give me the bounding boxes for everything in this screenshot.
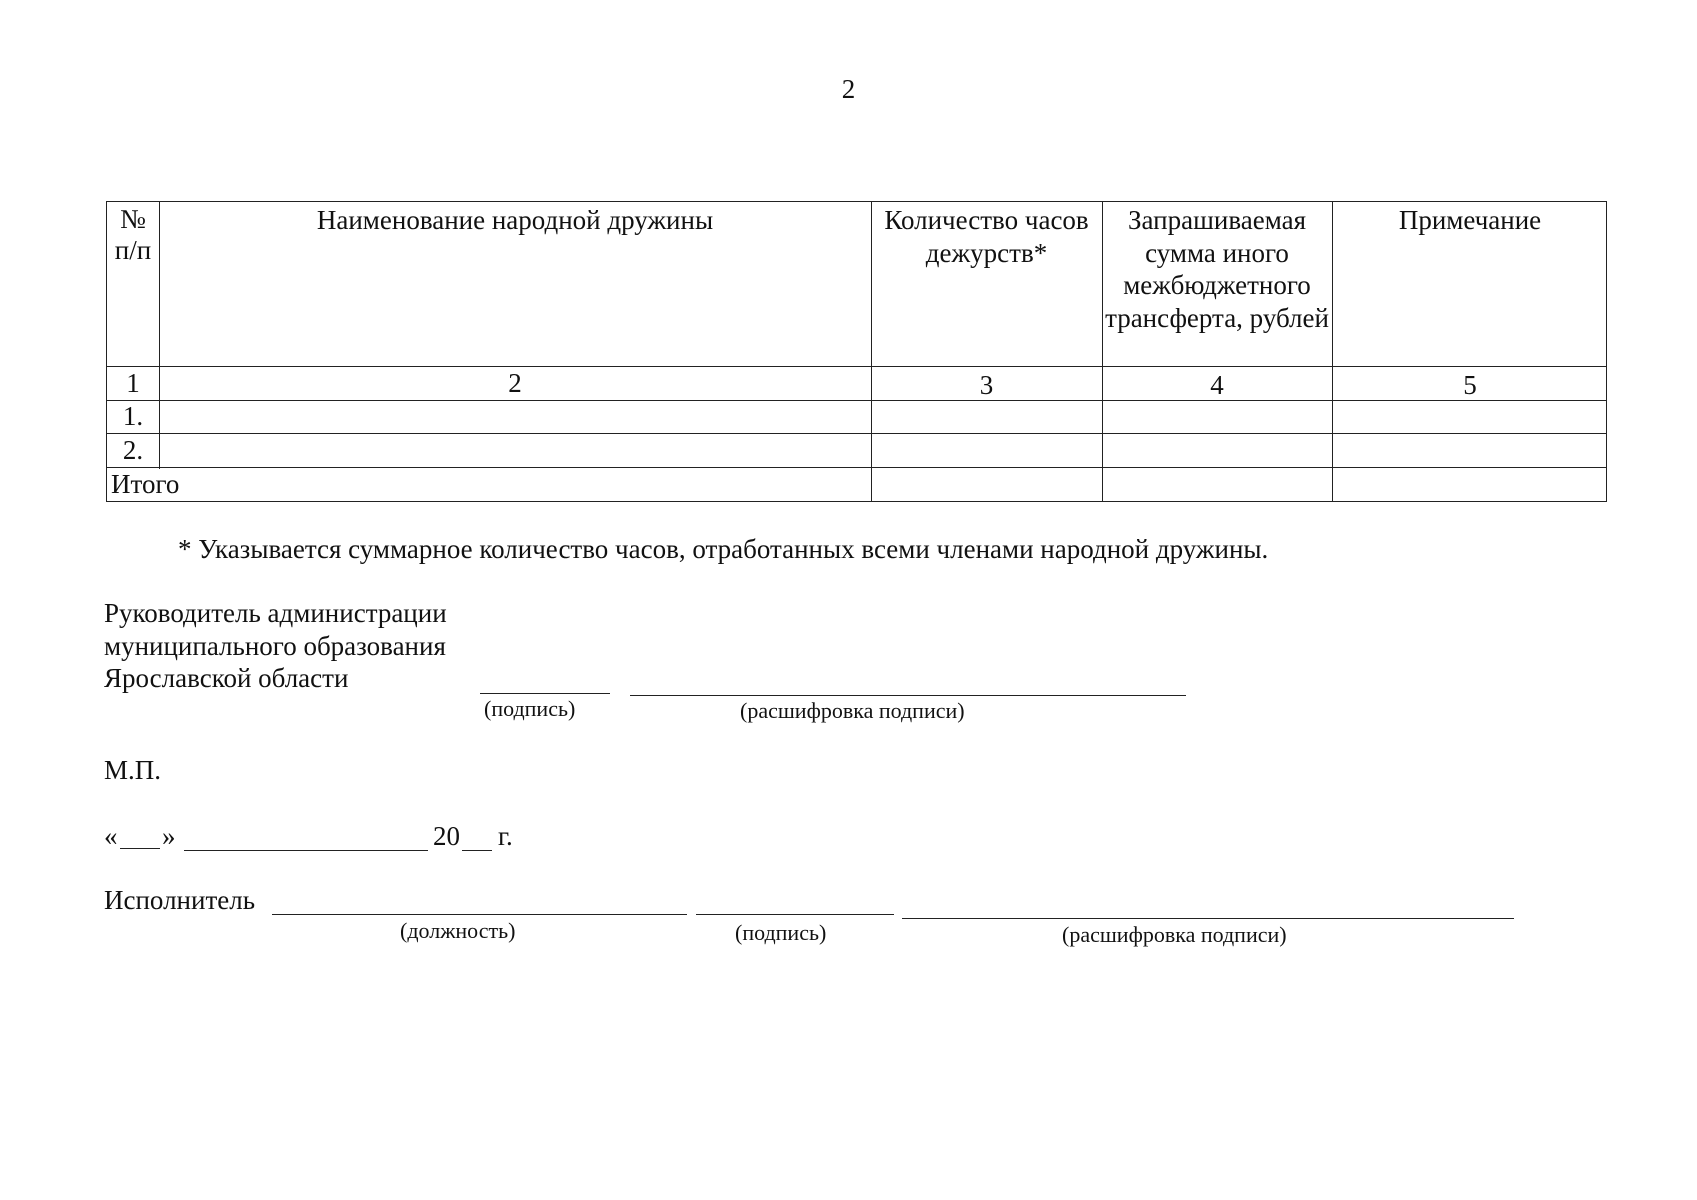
header-amount: Запрашиваемая сумма иного межбюджетного трансферта, рублей <box>1105 205 1329 333</box>
column-number-1: 1 <box>126 368 140 398</box>
executor-signature-caption: (подпись) <box>735 920 827 945</box>
page-number: 2 <box>841 74 856 104</box>
signatory-title-line3: Ярославской области <box>104 663 349 693</box>
signature-line <box>480 693 610 694</box>
date-year-prefix: 20 <box>433 821 460 851</box>
signatory-title-line2: муниципального образования <box>104 631 446 661</box>
column-number-2: 2 <box>508 368 522 398</box>
column-number-5: 5 <box>1463 370 1477 400</box>
header-number: № п/п <box>114 204 152 265</box>
stamp-label: М.П. <box>104 755 162 785</box>
header-note: Примечание <box>1398 205 1542 235</box>
executor-decoding-line <box>902 918 1514 919</box>
executor-position-caption: (должность) <box>400 918 516 943</box>
table-column-divider <box>1332 202 1333 501</box>
total-label: Итого <box>111 469 180 499</box>
footnote: * Указывается суммарное количество часов, отработанных всеми членами народной дружины. <box>178 534 1269 564</box>
date-close-quote: » <box>162 821 176 851</box>
column-number-3: 3 <box>979 370 994 400</box>
report-table <box>106 201 1607 502</box>
column-number-4: 4 <box>1210 370 1224 400</box>
signature-decoding-caption: (расшифровка подписи) <box>740 698 965 723</box>
table-column-divider <box>159 202 160 501</box>
date-day-blank <box>120 848 160 849</box>
row-number: 1. <box>122 401 144 431</box>
date-open-quote: « <box>104 821 118 851</box>
date-year-suffix: г. <box>498 821 513 851</box>
executor-decoding-caption: (расшифровка подписи) <box>1062 922 1287 947</box>
executor-position-line <box>272 914 687 915</box>
date-month-blank <box>184 850 428 851</box>
signatory-title-line1: Руководитель администрации <box>104 598 447 628</box>
table-row-divider <box>107 433 1606 434</box>
row-number: 2. <box>122 435 144 465</box>
executor-signature-line <box>696 914 894 915</box>
header-name: Наименование народной дружины <box>316 205 714 235</box>
signature-caption: (подпись) <box>484 696 576 721</box>
header-hours: Количество часов дежурств* <box>884 205 1089 268</box>
signature-decoding-line <box>630 695 1186 696</box>
executor-label: Исполнитель <box>104 885 256 915</box>
date-year-blank <box>462 850 492 851</box>
